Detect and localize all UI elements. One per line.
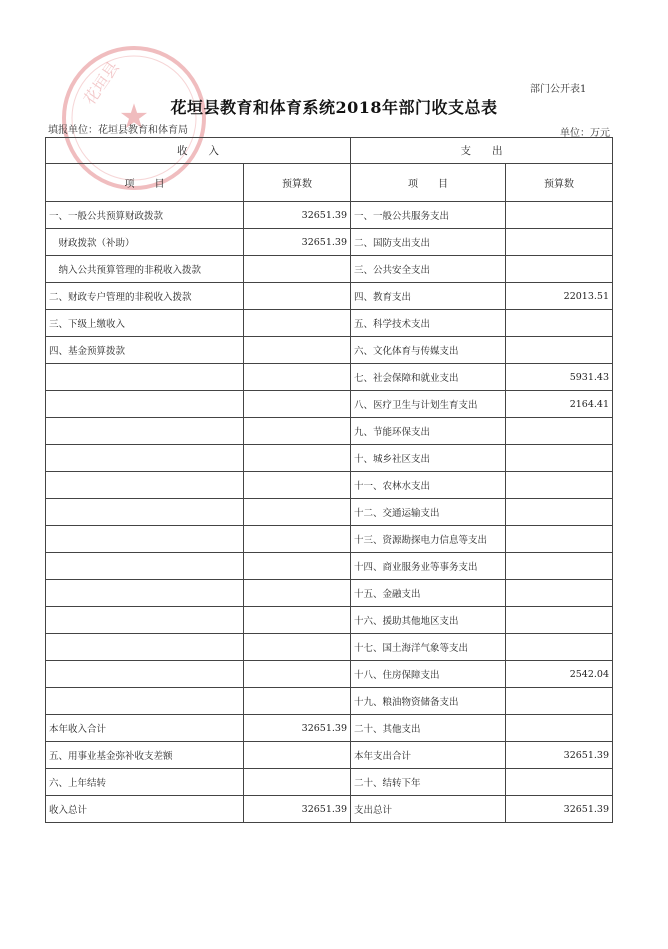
income-budget-cell bbox=[244, 391, 351, 418]
table-row bbox=[46, 364, 613, 391]
income-budget-cell bbox=[244, 418, 351, 445]
table-row bbox=[46, 769, 613, 796]
income-item-cell: 纳入公共预算管理的非税收入拨款 bbox=[46, 256, 244, 283]
income-budget-cell bbox=[244, 364, 351, 391]
income-item-cell: 财政拨款（补助） bbox=[46, 229, 244, 256]
income-item-cell bbox=[46, 526, 244, 553]
expense-budget-cell bbox=[506, 553, 613, 580]
expense-budget-cell bbox=[506, 418, 613, 445]
expense-item-cell: 十四、商业服务业等事务支出 bbox=[351, 553, 506, 580]
expense-budget-cell: 2542.04 bbox=[506, 661, 613, 688]
income-budget-cell bbox=[244, 526, 351, 553]
expense-item-cell: 七、社会保障和就业支出 bbox=[351, 364, 506, 391]
expense-budget-header: 预算数 bbox=[506, 164, 613, 202]
table-row bbox=[46, 580, 613, 607]
expense-item-header: 项 目 bbox=[351, 164, 506, 202]
table-row bbox=[46, 256, 613, 283]
income-item-cell bbox=[46, 661, 244, 688]
table-row bbox=[46, 445, 613, 472]
income-budget-cell bbox=[244, 580, 351, 607]
income-item-cell bbox=[46, 688, 244, 715]
income-budget-cell bbox=[244, 310, 351, 337]
table-row bbox=[46, 796, 613, 823]
income-item-cell bbox=[46, 391, 244, 418]
expense-budget-cell bbox=[506, 202, 613, 229]
expense-budget-cell bbox=[506, 580, 613, 607]
income-budget-cell bbox=[244, 283, 351, 310]
table-row bbox=[46, 661, 613, 688]
income-item-cell bbox=[46, 472, 244, 499]
table-row bbox=[46, 688, 613, 715]
table-row bbox=[46, 391, 613, 418]
expense-item-cell: 支出总计 bbox=[351, 796, 506, 823]
expense-budget-cell bbox=[506, 634, 613, 661]
income-budget-cell bbox=[244, 499, 351, 526]
expense-budget-cell bbox=[506, 688, 613, 715]
expense-header: 支 出 bbox=[351, 138, 613, 164]
income-budget-cell bbox=[244, 742, 351, 769]
expense-item-cell: 十八、住房保障支出 bbox=[351, 661, 506, 688]
income-budget-cell bbox=[244, 337, 351, 364]
expense-item-cell: 二十、其他支出 bbox=[351, 715, 506, 742]
expense-item-cell: 六、文化体育与传媒支出 bbox=[351, 337, 506, 364]
expense-budget-cell bbox=[506, 472, 613, 499]
income-item-cell: 三、下级上缴收入 bbox=[46, 310, 244, 337]
table-row bbox=[46, 715, 613, 742]
income-item-cell: 六、上年结转 bbox=[46, 769, 244, 796]
income-budget-cell bbox=[244, 553, 351, 580]
budget-summary-table bbox=[45, 137, 613, 823]
income-item-cell bbox=[46, 445, 244, 472]
income-item-cell: 一、一般公共预算财政拨款 bbox=[46, 202, 244, 229]
income-item-cell bbox=[46, 499, 244, 526]
svg-text:★: ★ bbox=[118, 97, 150, 137]
table-row bbox=[46, 202, 613, 229]
expense-item-cell: 八、医疗卫生与计划生育支出 bbox=[351, 391, 506, 418]
expense-item-cell: 十五、金融支出 bbox=[351, 580, 506, 607]
income-item-cell: 二、财政专户管理的非税收入拨款 bbox=[46, 283, 244, 310]
expense-budget-cell: 22013.51 bbox=[506, 283, 613, 310]
expense-budget-cell bbox=[506, 229, 613, 256]
expense-budget-cell bbox=[506, 310, 613, 337]
expense-item-cell: 十三、资源勘探电力信息等支出 bbox=[351, 526, 506, 553]
income-budget-cell bbox=[244, 445, 351, 472]
income-budget-cell bbox=[244, 634, 351, 661]
table-row bbox=[46, 418, 613, 445]
expense-item-cell: 九、节能环保支出 bbox=[351, 418, 506, 445]
table-row bbox=[46, 553, 613, 580]
income-item-cell bbox=[46, 580, 244, 607]
income-item-cell bbox=[46, 364, 244, 391]
table-row bbox=[46, 607, 613, 634]
table-row bbox=[46, 742, 613, 769]
income-budget-header: 预算数 bbox=[244, 164, 351, 202]
expense-item-cell: 十六、援助其他地区支出 bbox=[351, 607, 506, 634]
expense-item-cell: 十、城乡社区支出 bbox=[351, 445, 506, 472]
income-item-cell: 本年收入合计 bbox=[46, 715, 244, 742]
income-item-cell: 五、用事业基金弥补收支差额 bbox=[46, 742, 244, 769]
income-item-cell bbox=[46, 634, 244, 661]
income-budget-cell bbox=[244, 256, 351, 283]
expense-budget-cell bbox=[506, 499, 613, 526]
table-row bbox=[46, 499, 613, 526]
expense-item-cell: 二、国防支出支出 bbox=[351, 229, 506, 256]
income-budget-cell: 32651.39 bbox=[244, 715, 351, 742]
income-budget-cell: 32651.39 bbox=[244, 202, 351, 229]
reporting-unit: 填报单位：花垣县教育和体育局 bbox=[48, 125, 188, 136]
expense-budget-cell bbox=[506, 769, 613, 796]
expense-budget-cell bbox=[506, 607, 613, 634]
table-row bbox=[46, 283, 613, 310]
income-header: 收 入 bbox=[46, 138, 351, 164]
expense-item-cell: 四、教育支出 bbox=[351, 283, 506, 310]
expense-item-cell: 十二、交通运输支出 bbox=[351, 499, 506, 526]
income-budget-cell bbox=[244, 661, 351, 688]
table-row bbox=[46, 229, 613, 256]
income-budget-cell: 32651.39 bbox=[244, 229, 351, 256]
income-budget-cell bbox=[244, 472, 351, 499]
table-row bbox=[46, 472, 613, 499]
svg-text:花垣县: 花垣县 bbox=[79, 58, 123, 109]
income-budget-cell bbox=[244, 688, 351, 715]
income-item-cell: 收入总计 bbox=[46, 796, 244, 823]
income-item-cell bbox=[46, 553, 244, 580]
expense-budget-cell: 5931.43 bbox=[506, 364, 613, 391]
form-number: 部门公开表1 bbox=[530, 84, 587, 95]
expense-item-cell: 一、一般公共服务支出 bbox=[351, 202, 506, 229]
expense-item-cell: 本年支出合计 bbox=[351, 742, 506, 769]
expense-item-cell: 十七、国土海洋气象等支出 bbox=[351, 634, 506, 661]
currency-unit: 单位：万元 bbox=[560, 128, 610, 139]
expense-item-cell: 二十、结转下年 bbox=[351, 769, 506, 796]
expense-budget-cell: 32651.39 bbox=[506, 742, 613, 769]
income-item-cell: 四、基金预算拨款 bbox=[46, 337, 244, 364]
income-budget-cell bbox=[244, 769, 351, 796]
table-header-sections bbox=[46, 138, 613, 164]
income-item-cell bbox=[46, 418, 244, 445]
table-header-columns bbox=[46, 164, 613, 202]
expense-budget-cell bbox=[506, 256, 613, 283]
expense-budget-cell: 2164.41 bbox=[506, 391, 613, 418]
expense-budget-cell: 32651.39 bbox=[506, 796, 613, 823]
expense-budget-cell bbox=[506, 337, 613, 364]
table-row bbox=[46, 310, 613, 337]
expense-item-cell: 十九、粮油物资储备支出 bbox=[351, 688, 506, 715]
expense-budget-cell bbox=[506, 445, 613, 472]
income-item-cell bbox=[46, 607, 244, 634]
income-item-header: 项 目 bbox=[46, 164, 244, 202]
expense-item-cell: 三、公共安全支出 bbox=[351, 256, 506, 283]
income-budget-cell: 32651.39 bbox=[244, 796, 351, 823]
table-row bbox=[46, 337, 613, 364]
page-title: 花垣县教育和体育系统2018年部门收支总表 bbox=[170, 98, 498, 117]
expense-budget-cell bbox=[506, 526, 613, 553]
expense-budget-cell bbox=[506, 715, 613, 742]
table-row bbox=[46, 634, 613, 661]
expense-item-cell: 十一、农林水支出 bbox=[351, 472, 506, 499]
expense-item-cell: 五、科学技术支出 bbox=[351, 310, 506, 337]
income-budget-cell bbox=[244, 607, 351, 634]
table-row bbox=[46, 526, 613, 553]
